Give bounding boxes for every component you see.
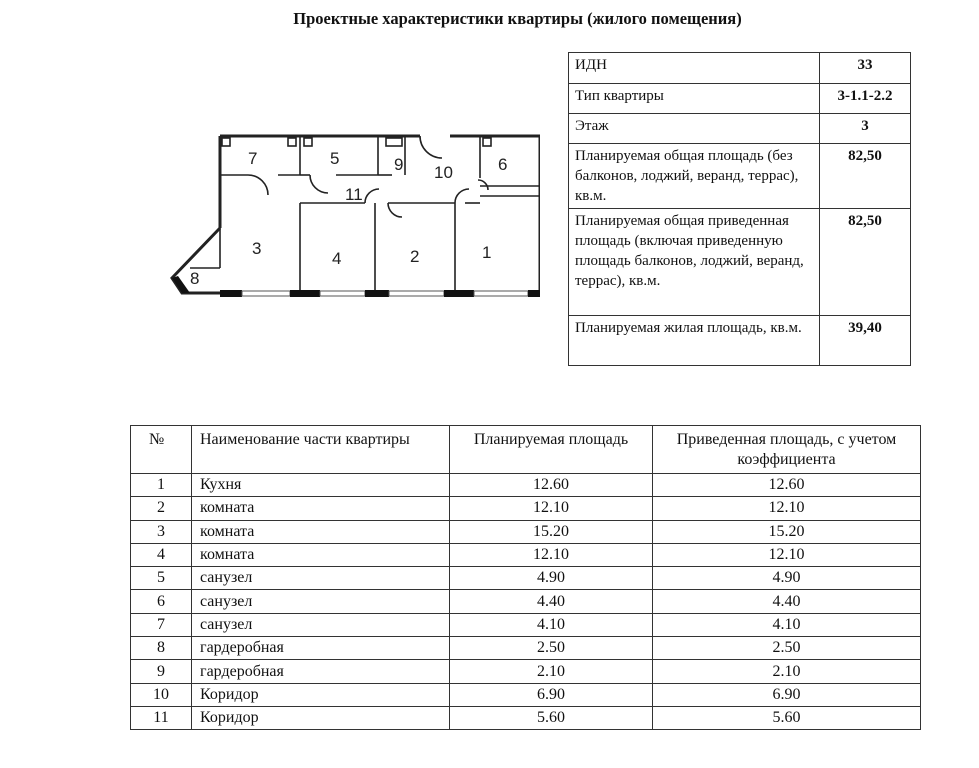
cell-name: Коридор bbox=[192, 706, 450, 729]
property-row-living-area bbox=[569, 316, 911, 366]
cell-number: 9 bbox=[131, 660, 192, 683]
property-value: 33 bbox=[820, 53, 911, 84]
table-row bbox=[131, 497, 921, 520]
table-row bbox=[131, 706, 921, 729]
property-value: 82,50 bbox=[820, 144, 911, 209]
plan-label-4: 4 bbox=[332, 249, 342, 268]
property-label: Этаж bbox=[569, 114, 820, 144]
cell-name: санузел bbox=[192, 590, 450, 613]
cell-number: 4 bbox=[131, 543, 192, 566]
apartment-properties-table bbox=[568, 52, 911, 366]
plan-label-6: 6 bbox=[498, 155, 508, 174]
header-name: Наименование части квартиры bbox=[192, 426, 450, 474]
table-row bbox=[131, 660, 921, 683]
floor-plan bbox=[160, 128, 540, 303]
cell-reduced: 5.60 bbox=[653, 706, 921, 729]
cell-name: комната bbox=[192, 543, 450, 566]
cell-reduced: 12.10 bbox=[653, 497, 921, 520]
table-row bbox=[131, 590, 921, 613]
cell-reduced: 12.60 bbox=[653, 474, 921, 497]
plan-label-9: 9 bbox=[394, 155, 404, 174]
property-row-type bbox=[569, 84, 911, 114]
cell-area: 12.60 bbox=[450, 474, 653, 497]
property-row-total-area bbox=[569, 144, 911, 209]
header-number: № bbox=[131, 426, 192, 474]
cell-area: 12.10 bbox=[450, 497, 653, 520]
plan-label-5: 5 bbox=[330, 149, 340, 168]
cell-area: 15.20 bbox=[450, 520, 653, 543]
header-planned-area: Планируемая площадь bbox=[450, 426, 653, 474]
cell-name: санузел bbox=[192, 567, 450, 590]
property-label: Планируемая жилая площадь, кв.м. bbox=[569, 316, 820, 366]
cell-name: санузел bbox=[192, 613, 450, 636]
cell-area: 4.40 bbox=[450, 590, 653, 613]
property-row-reduced-area bbox=[569, 209, 911, 316]
table-row bbox=[131, 613, 921, 636]
cell-name: комната bbox=[192, 520, 450, 543]
cell-reduced: 4.10 bbox=[653, 613, 921, 636]
property-value: 3-1.1-2.2 bbox=[820, 84, 911, 114]
table-row bbox=[131, 567, 921, 590]
table-row bbox=[131, 520, 921, 543]
plan-label-10: 10 bbox=[434, 163, 453, 182]
property-value: 3 bbox=[820, 114, 911, 144]
cell-area: 5.60 bbox=[450, 706, 653, 729]
cell-reduced: 6.90 bbox=[653, 683, 921, 706]
cell-number: 10 bbox=[131, 683, 192, 706]
table-row bbox=[131, 543, 921, 566]
plan-label-8: 8 bbox=[190, 269, 200, 288]
table-row bbox=[131, 637, 921, 660]
cell-reduced: 2.10 bbox=[653, 660, 921, 683]
cell-reduced: 15.20 bbox=[653, 520, 921, 543]
cell-reduced: 4.40 bbox=[653, 590, 921, 613]
cell-number: 2 bbox=[131, 497, 192, 520]
property-label: Тип квартиры bbox=[569, 84, 820, 114]
rooms-table bbox=[130, 425, 921, 730]
table-row bbox=[131, 474, 921, 497]
cell-number: 7 bbox=[131, 613, 192, 636]
plan-label-11: 11 bbox=[345, 185, 363, 204]
cell-reduced: 4.90 bbox=[653, 567, 921, 590]
property-value: 39,40 bbox=[820, 316, 911, 366]
cell-area: 6.90 bbox=[450, 683, 653, 706]
plan-label-7: 7 bbox=[248, 149, 258, 168]
cell-reduced: 2.50 bbox=[653, 637, 921, 660]
plan-label-3: 3 bbox=[252, 239, 262, 258]
table-row bbox=[131, 683, 921, 706]
cell-area: 2.10 bbox=[450, 660, 653, 683]
property-label: ИДН bbox=[569, 53, 820, 84]
cell-name: гардеробная bbox=[192, 660, 450, 683]
cell-name: Кухня bbox=[192, 474, 450, 497]
cell-number: 1 bbox=[131, 474, 192, 497]
cell-area: 12.10 bbox=[450, 543, 653, 566]
cell-number: 5 bbox=[131, 567, 192, 590]
cell-name: комната bbox=[192, 497, 450, 520]
cell-area: 4.10 bbox=[450, 613, 653, 636]
header-reduced-area: Приведенная площадь, с учетом коэффициента bbox=[653, 426, 921, 474]
page-title: Проектные характеристики квартиры (жилого помещения) bbox=[293, 9, 742, 28]
cell-number: 3 bbox=[131, 520, 192, 543]
cell-name: Коридор bbox=[192, 683, 450, 706]
plan-label-1: 1 bbox=[482, 243, 492, 262]
cell-number: 11 bbox=[131, 706, 192, 729]
property-label: Планируемая общая приведенная площадь (включая приведенную площадь балконов, лоджий, веранд, террас), кв.м. bbox=[569, 209, 820, 316]
property-value: 82,50 bbox=[820, 209, 911, 316]
cell-area: 4.90 bbox=[450, 567, 653, 590]
cell-reduced: 12.10 bbox=[653, 543, 921, 566]
property-row-floor bbox=[569, 114, 911, 144]
plan-label-2: 2 bbox=[410, 247, 420, 266]
rooms-table-header bbox=[131, 426, 921, 474]
cell-area: 2.50 bbox=[450, 637, 653, 660]
property-label: Планируемая общая площадь (без балконов, лоджий, веранд, террас), кв.м. bbox=[569, 144, 820, 209]
cell-name: гардеробная bbox=[192, 637, 450, 660]
cell-number: 8 bbox=[131, 637, 192, 660]
cell-number: 6 bbox=[131, 590, 192, 613]
property-row-idn bbox=[569, 53, 911, 84]
